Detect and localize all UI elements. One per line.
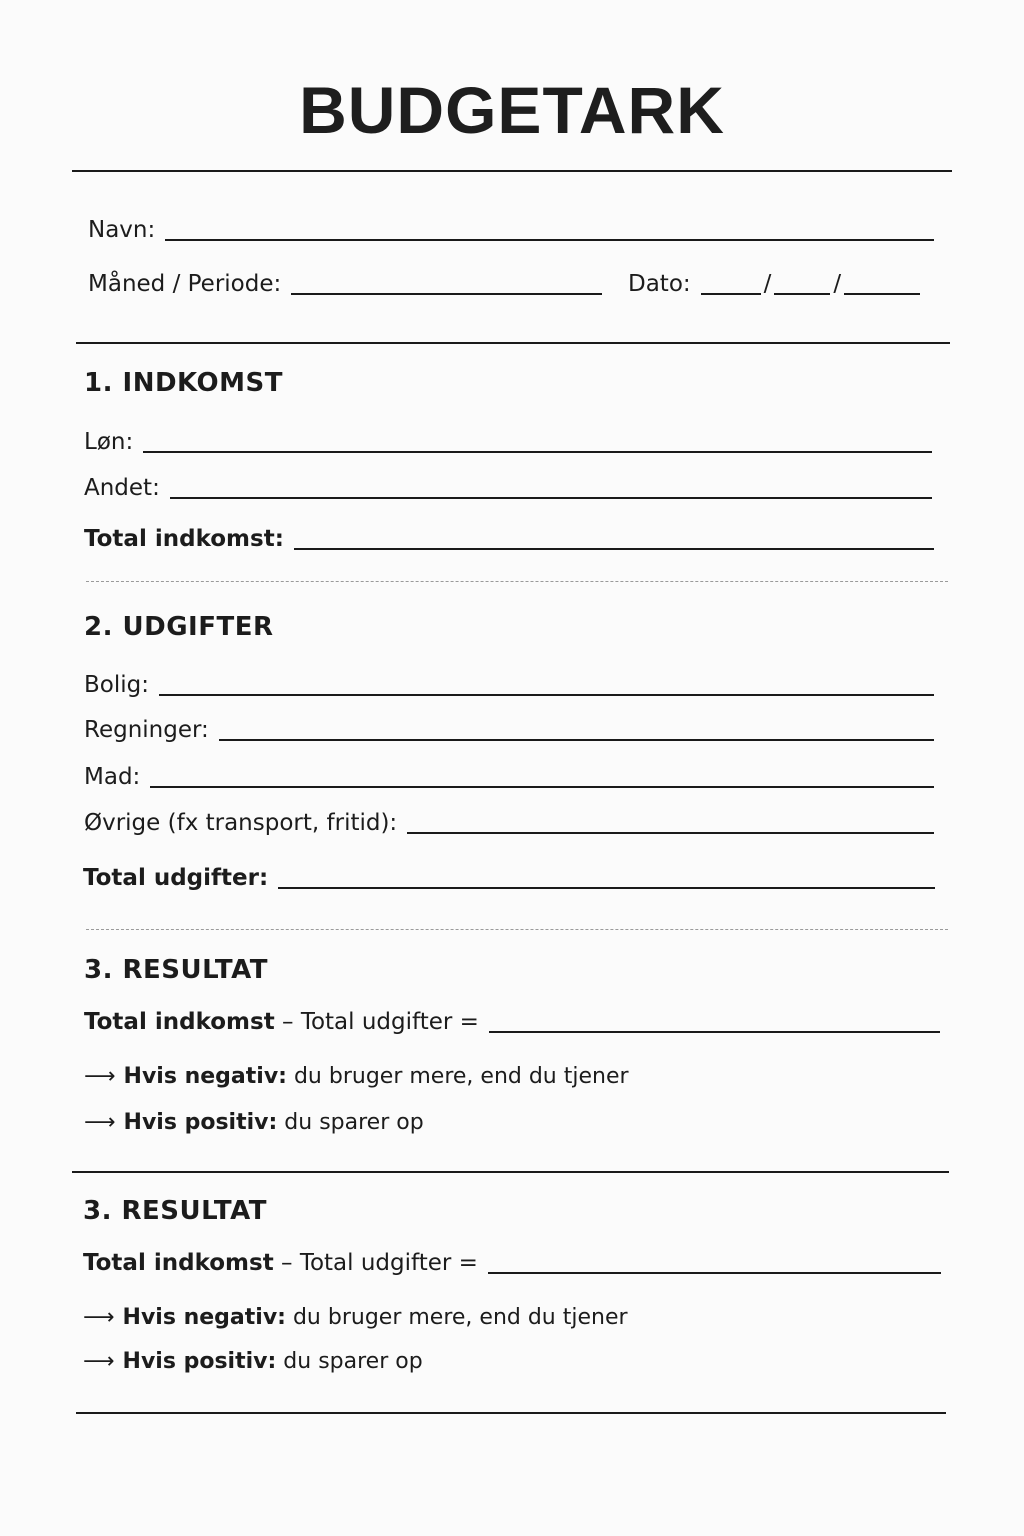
total-label: Total indkomst: [84, 526, 284, 552]
positive-note [83, 1349, 423, 1374]
income-field-other[interactable] [84, 474, 932, 502]
name-field[interactable] [88, 216, 934, 244]
field-blank[interactable] [170, 497, 932, 499]
positive-text: du sparer op [284, 1110, 424, 1135]
negative-text: du bruger mere, end du tjener [292, 1305, 628, 1330]
field-blank[interactable] [150, 786, 934, 788]
total-blank[interactable] [278, 887, 935, 889]
date-month-blank[interactable] [774, 293, 830, 295]
expenses-heading: 2. UDGIFTER [84, 612, 274, 642]
positive-text: du sparer op [283, 1349, 423, 1374]
title-divider [72, 170, 952, 172]
arrow-right-icon: ⟶ [84, 1110, 116, 1135]
positive-note [84, 1110, 424, 1135]
positive-label: Hvis positiv: [123, 1110, 278, 1135]
period-label: Måned / Periode: [88, 271, 282, 297]
income-total-field[interactable] [84, 525, 934, 553]
info-divider [76, 342, 950, 344]
negative-label: Hvis negativ: [122, 1305, 286, 1330]
total-label: Total udgifter: [83, 865, 269, 891]
date-year-blank[interactable] [844, 293, 920, 295]
negative-note [84, 1064, 629, 1089]
result-heading: 3. RESULTAT [83, 1196, 267, 1226]
field-blank[interactable] [407, 832, 934, 834]
result-blank[interactable] [488, 1272, 941, 1274]
date-field[interactable] [628, 270, 934, 298]
date-separator: / [833, 271, 842, 297]
field-label: Øvrige (fx transport, fritid): [84, 810, 398, 836]
name-blank[interactable] [165, 239, 934, 241]
expense-field-other[interactable] [84, 809, 934, 837]
formula-income: Total indkomst [83, 1250, 274, 1276]
expense-field-food[interactable] [84, 763, 934, 791]
formula-rest: – Total udgifter = [282, 1009, 479, 1035]
field-blank[interactable] [219, 739, 934, 741]
negative-label: Hvis negativ: [123, 1064, 287, 1089]
negative-note [83, 1305, 628, 1330]
arrow-right-icon: ⟶ [83, 1305, 115, 1330]
negative-text: du bruger mere, end du tjener [293, 1064, 629, 1089]
period-blank[interactable] [291, 293, 602, 295]
formula-income: Total indkomst [84, 1009, 275, 1035]
page-title: BUDGETARK [299, 73, 725, 147]
field-blank[interactable] [143, 451, 932, 453]
field-label: Bolig: [84, 672, 149, 698]
arrow-right-icon: ⟶ [84, 1064, 116, 1089]
total-blank[interactable] [294, 548, 934, 550]
income-heading: 1. INDKOMST [84, 368, 283, 398]
field-label: Løn: [84, 429, 134, 455]
income-divider [86, 581, 948, 582]
expenses-total-field[interactable] [83, 864, 935, 892]
result-formula-field[interactable] [83, 1249, 941, 1277]
date-day-blank[interactable] [701, 293, 761, 295]
formula-rest: – Total udgifter = [281, 1250, 478, 1276]
name-label: Navn: [88, 217, 156, 243]
expenses-divider [86, 929, 948, 930]
date-separator: / [763, 271, 772, 297]
positive-label: Hvis positiv: [122, 1349, 277, 1374]
field-label: Andet: [84, 475, 160, 501]
result-divider [72, 1171, 949, 1173]
bottom-divider [76, 1412, 946, 1414]
result-blank[interactable] [489, 1031, 940, 1033]
expense-field-bills[interactable] [84, 716, 934, 744]
field-label: Mad: [84, 764, 141, 790]
period-field[interactable] [88, 270, 602, 298]
result-formula-field[interactable] [84, 1008, 940, 1036]
income-field-salary[interactable] [84, 428, 932, 456]
arrow-right-icon: ⟶ [83, 1349, 115, 1374]
field-blank[interactable] [159, 694, 934, 696]
date-label: Dato: [628, 271, 691, 297]
field-label: Regninger: [84, 717, 209, 743]
result-heading: 3. RESULTAT [84, 955, 268, 985]
expense-field-housing[interactable] [84, 671, 934, 699]
